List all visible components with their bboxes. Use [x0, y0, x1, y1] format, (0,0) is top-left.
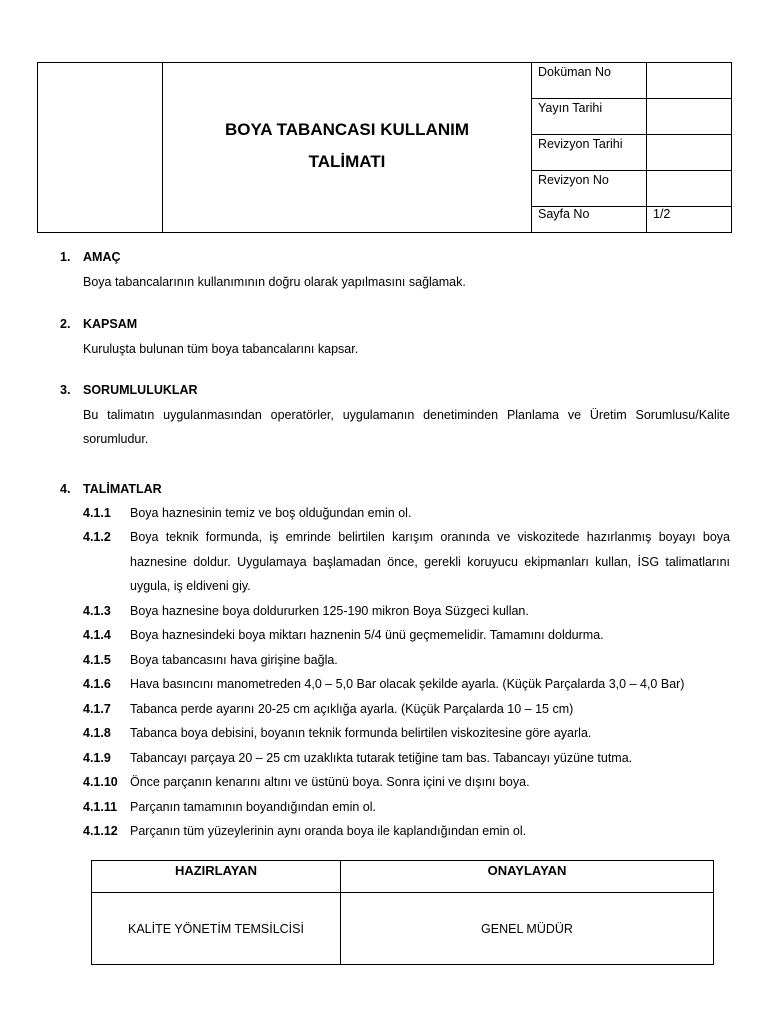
- logo-area: [38, 63, 163, 233]
- section-number: 3.: [60, 383, 71, 397]
- title-line-2: TALİMATI: [308, 151, 386, 171]
- instruction-text: Boya haznesindeki boya miktarı haznenin 5/4 ünü geçmemelidir. Tamamını doldurma.: [130, 628, 604, 642]
- section-number: 2.: [60, 317, 71, 331]
- field-label: Revizyon No: [532, 171, 647, 207]
- approved-header: ONAYLAYAN: [341, 861, 714, 893]
- instruction-text: Boya teknik formunda, iş emrinde belirtilen karışım oranında ve viskozitede hazırlanmış boyayı boya haznesine doldur. Uygulamaya başlamadan önce, gerekli koruyucu ekipmanları kullan, İSG talimatlarını uygula, iş eldiveni giy.: [130, 530, 730, 593]
- field-label: Sayfa No: [532, 207, 647, 233]
- instruction-number: 4.1.10: [83, 775, 118, 789]
- instruction-number: 4.1.12: [83, 824, 118, 838]
- instruction-text: Hava basıncını manometreden 4,0 – 5,0 Bar olacak şekilde ayarla. (Küçük Parçalarda 3,0 – 4,0 Bar): [130, 677, 685, 691]
- field-label: Yayın Tarihi: [532, 99, 647, 135]
- instruction-number: 4.1.2: [83, 530, 111, 544]
- instruction-text: Boya haznesinin temiz ve boş olduğundan emin ol.: [130, 506, 412, 520]
- title-line-1: BOYA TABANCASI KULLANIM: [225, 119, 469, 139]
- instruction-number: 4.1.8: [83, 726, 111, 740]
- instruction-number: 4.1.7: [83, 702, 111, 716]
- instruction-number: 4.1.11: [83, 800, 118, 814]
- document-title: [163, 63, 532, 233]
- prepared-by: KALİTE YÖNETİM TEMSİLCİSİ: [92, 893, 341, 965]
- section-text: Bu talimatın uygulanmasından operatörler, uygulamanın denetiminden Planlama ve Üretim Sorumlusu/Kalite sorumludur.: [83, 408, 730, 446]
- section-text: Kuruluşta bulunan tüm boya tabancalarını kapsar.: [83, 342, 359, 356]
- instruction-number: 4.1.1: [83, 506, 111, 520]
- instruction-text: Boya haznesine boya doldururken 125-190 mikron Boya Süzgeci kullan.: [130, 604, 529, 618]
- instruction-number: 4.1.3: [83, 604, 111, 618]
- section-title-amac: AMAÇ: [83, 250, 121, 264]
- instruction-text: Parçanın tüm yüzeylerinin aynı oranda boya ile kaplandığından emin ol.: [130, 824, 527, 838]
- prepared-header: HAZIRLAYAN: [92, 861, 341, 893]
- instruction-number: 4.1.5: [83, 653, 111, 667]
- instruction-text: Önce parçanın kenarını altını ve üstünü boya. Sonra içini ve dışını boya.: [130, 775, 530, 789]
- section-title-sorumluluklar: SORUMLULUKLAR: [83, 383, 198, 397]
- document-header-table: [37, 62, 732, 233]
- field-value-page-number: 1/2: [647, 207, 732, 233]
- instruction-text: Parçanın tamamının boyandığından emin ol.: [130, 800, 376, 814]
- field-label: Revizyon Tarihi: [532, 135, 647, 171]
- approved-by: GENEL MÜDÜR: [341, 893, 714, 965]
- instruction-text: Boya tabancasını hava girişine bağla.: [130, 653, 338, 667]
- field-value: [647, 63, 732, 99]
- section-number: 1.: [60, 250, 71, 264]
- instruction-number: 4.1.4: [83, 628, 111, 642]
- field-value: [647, 171, 732, 207]
- instruction-text: Tabanca perde ayarını 20-25 cm açıklığa ayarla. (Küçük Parçalarda 10 – 15 cm): [130, 702, 574, 716]
- section-text: Boya tabancalarının kullanımının doğru olarak yapılmasını sağlamak.: [83, 275, 466, 289]
- field-value: [647, 99, 732, 135]
- signature-table: [91, 860, 714, 965]
- instruction-number: 4.1.9: [83, 751, 111, 765]
- section-title-kapsam: KAPSAM: [83, 317, 138, 331]
- field-value: [647, 135, 732, 171]
- instruction-number: 4.1.6: [83, 677, 111, 691]
- field-label: Doküman No: [532, 63, 647, 99]
- section-title-talimatlar: TALİMATLAR: [83, 482, 162, 496]
- section-number: 4.: [60, 482, 71, 496]
- instruction-text: Tabanca boya debisini, boyanın teknik formunda belirtilen viskozitesine göre ayarla.: [130, 726, 592, 740]
- instruction-text: Tabancayı parçaya 20 – 25 cm uzaklıkta tutarak tetiğine tam bas. Tabancayı yüzüne tutma.: [130, 751, 633, 765]
